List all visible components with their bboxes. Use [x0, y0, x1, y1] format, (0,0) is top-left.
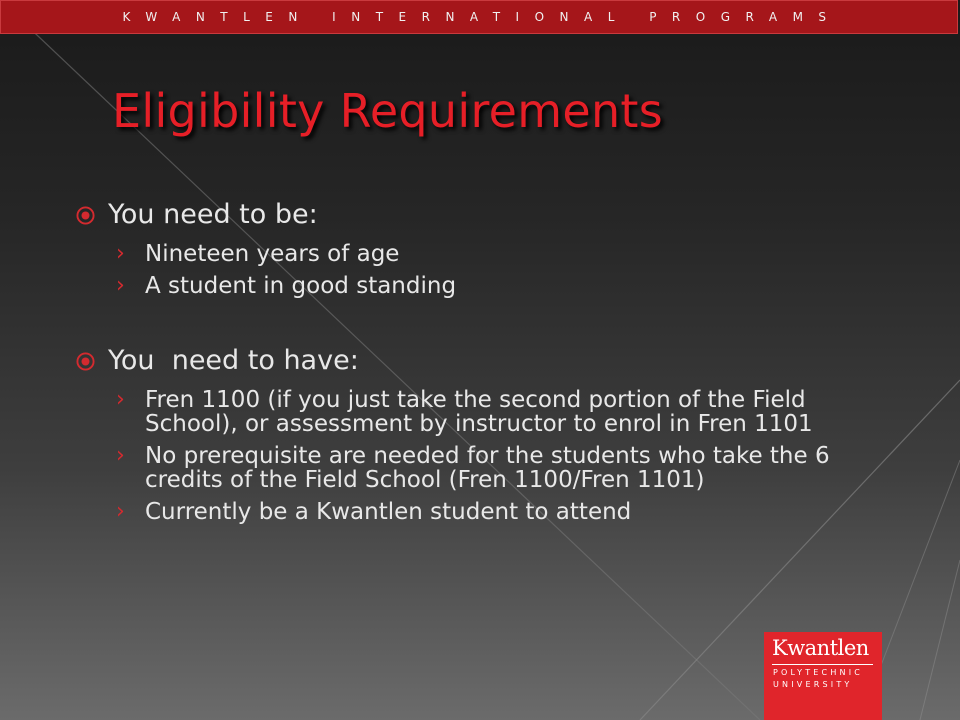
sub-item	[70, 274, 900, 298]
bullet-group	[70, 196, 900, 298]
sub-item-text: A student in good standing	[145, 273, 457, 299]
sub-item	[70, 444, 900, 492]
kwantlen-logo	[764, 632, 882, 720]
sub-item-text: Currently be a Kwantlen student to attend	[145, 499, 632, 525]
slide-content	[70, 196, 900, 524]
circled-dot-icon	[76, 352, 95, 371]
sub-item-text: Nineteen years of age	[145, 241, 400, 267]
bullet-item	[70, 342, 900, 380]
sub-item-text: Fren 1100 (if you just take the second portion of the Field School), or assessment by instructor to enrol in Fren 1101	[145, 387, 813, 437]
sub-item	[70, 242, 900, 266]
bullet-text: You need to be:	[108, 199, 318, 230]
logo-name: Kwantlen	[772, 636, 869, 660]
sub-list	[70, 242, 900, 298]
logo-line-1: POLYTECHNIC	[773, 668, 864, 677]
sub-item-text: No prerequisite are needed for the students who take the 6 credits of the Field School (Fren 1100/Fren 1101)	[145, 443, 830, 493]
logo-divider	[772, 664, 873, 665]
bullet-text: You need to have:	[108, 345, 359, 376]
chevron-right-icon: ›	[116, 443, 125, 468]
chevron-right-icon: ›	[116, 499, 125, 524]
sub-item	[70, 388, 900, 436]
bullet-item	[70, 196, 900, 234]
header-banner-text: KWANTLEN INTERNATIONAL PROGRAMS	[122, 10, 842, 24]
chevron-right-icon: ›	[116, 241, 125, 266]
chevron-right-icon: ›	[116, 273, 125, 298]
sub-list	[70, 388, 900, 524]
slide-title: Eligibility Requirements	[112, 84, 664, 138]
circled-dot-icon	[76, 206, 95, 225]
logo-line-2: UNIVERSITY	[773, 680, 853, 689]
sub-item	[70, 500, 900, 524]
chevron-right-icon: ›	[116, 387, 125, 412]
bullet-group	[70, 342, 900, 524]
